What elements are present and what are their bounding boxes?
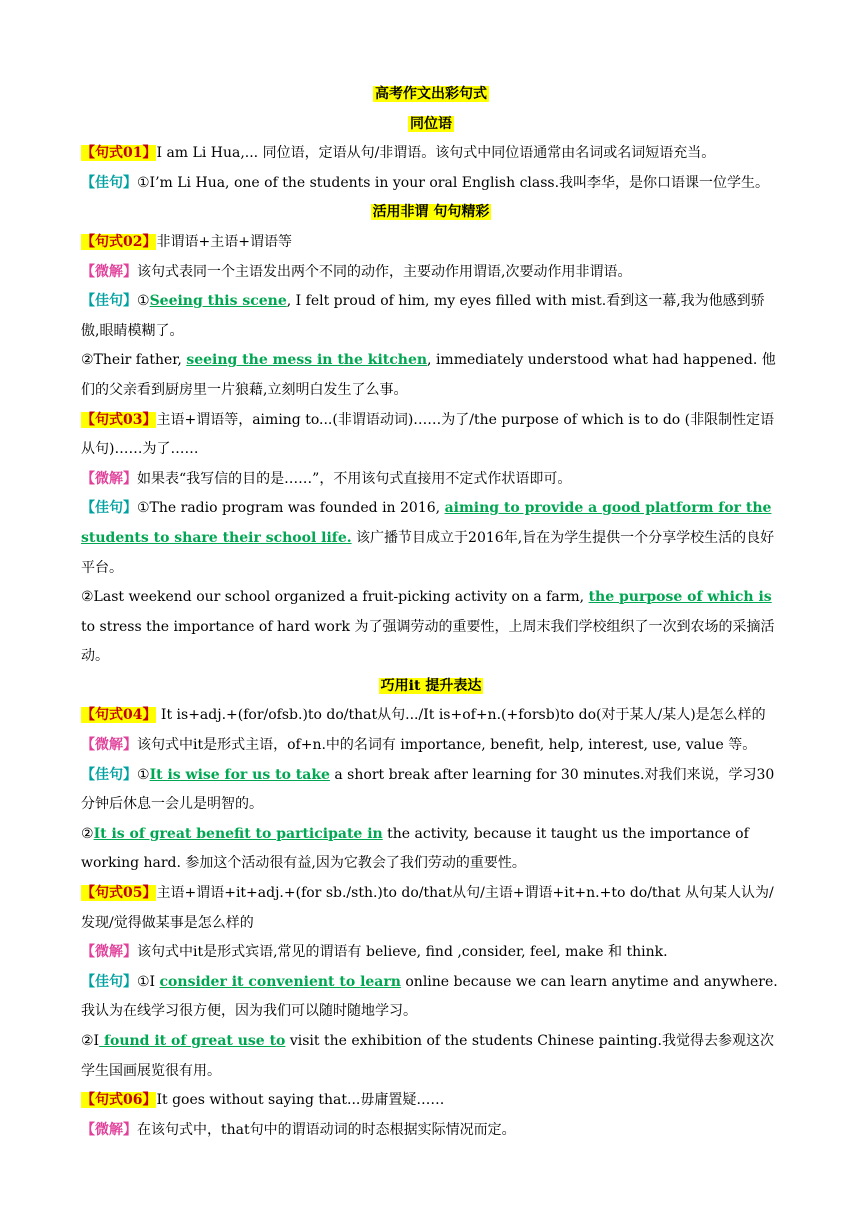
analysis-tag: 【微解】 xyxy=(81,944,137,961)
example-tag: 【佳句】 xyxy=(81,174,137,191)
highlighted-phrase: the purpose of which is xyxy=(588,589,772,606)
example-05-2: ②I found it of great use to visit the exhibition of the students Chinese painting.我觉得去参观这次学生国画展览很有用。 xyxy=(81,1033,774,1079)
document-page xyxy=(81,80,781,1145)
highlighted-phrase: aiming to provide a good platform for the students to share their school life. xyxy=(81,500,772,546)
analysis-tag: 【微解】 xyxy=(81,737,137,754)
pattern-tag: 【句式05】 xyxy=(81,885,157,902)
highlighted-phrase: It is of great benefit to participate in xyxy=(93,825,383,842)
highlighted-phrase: found it of great use to xyxy=(99,1033,286,1049)
pattern-03: 【句式03】主语+谓语等，aiming to...(非谓语动词)……为了/the purpose of which is to do (非限制性定语从句)……为了…… xyxy=(81,411,775,458)
pattern-04: 【句式04】 It is+adj.+(for/ofsb.)to do/that从句.../It is+of+n.(+forsb)to do(对于某人/某人)是怎么样的 xyxy=(81,707,766,724)
example-02-1: 【佳句】①Seeing this scene, I felt proud of him, my eyes filled with mist.看到这一幕,我为他感到骄傲,眼睛模糊了。 xyxy=(81,293,765,339)
example-03-2: ②Last weekend our school organized a fruit-picking activity on a farm, the purpose of which is to stress the importance of hard work 为了强调劳动的重要性，上周末我们学校组织了一次到农场的采摘活动。 xyxy=(81,589,775,665)
analysis-06: 【微解】在该句式中，that句中的谓语动词的时态根据实际情况而定。 xyxy=(81,1121,516,1138)
section-heading-non-finite: 活用非谓 句句精彩 xyxy=(372,204,490,221)
analysis-03: 【微解】如果表“我写信的目的是……”，不用该句式直接用不定式作状语即可。 xyxy=(81,470,572,487)
pattern-06: 【句式06】It goes without saying that...毋庸置疑…… xyxy=(81,1092,445,1109)
pattern-01: 【句式01】I am Li Hua,... 同位语，定语从句/非谓语。该句式中同位语通常由名词或名词短语充当。 xyxy=(81,145,716,162)
section-heading-appositive: 同位语 xyxy=(410,115,452,132)
example-tag: 【佳句】 xyxy=(81,293,137,310)
example-02-2: ②Their father, seeing the mess in the kitchen, immediately understood what had happened. 他们的父亲看到厨房里一片狼藉,立刻明白发生了么事。 xyxy=(81,352,776,398)
section-heading-it: 巧用it 提升表达 xyxy=(380,677,482,694)
analysis-tag: 【微解】 xyxy=(81,263,137,280)
pattern-tag: 【句式06】 xyxy=(81,1092,157,1109)
document-title: 高考作文出彩句式 xyxy=(375,86,487,102)
example-tag: 【佳句】 xyxy=(81,500,137,517)
highlighted-phrase: Seeing this scene xyxy=(149,293,287,310)
pattern-tag: 【句式04】 xyxy=(81,707,157,724)
pattern-tag: 【句式01】 xyxy=(81,145,157,162)
example-01-1: 【佳句】①I’m Li Hua, one of the students in your oral English class.我叫李华，是你口语课一位学生。 xyxy=(81,174,770,191)
analysis-02: 【微解】该句式表同一个主语发出两个不同的动作，主要动作用谓语,次要动作用非谓语。 xyxy=(81,263,632,280)
example-04-1: 【佳句】①It is wise for us to take a short break after learning for 30 minutes.对我们来说，学习30分钟后休息一会儿是明智的。 xyxy=(81,766,775,813)
analysis-tag: 【微解】 xyxy=(81,1121,137,1138)
pattern-05: 【句式05】主语+谓语+it+adj.+(for sb./sth.)to do/that从句/主语+谓语+it+n.+to do/that 从句某人认为/发现/觉得做某事是怎么样的 xyxy=(81,885,774,931)
highlighted-phrase: consider it convenient to learn xyxy=(159,973,401,990)
example-tag: 【佳句】 xyxy=(81,766,137,783)
pattern-02: 【句式02】非谓语+主语+谓语等 xyxy=(81,233,292,250)
analysis-05: 【微解】该句式中it是形式宾语,常见的谓语有 believe, find ,consider, feel, make 和 think. xyxy=(81,944,668,961)
pattern-tag: 【句式03】 xyxy=(81,411,157,428)
analysis-tag: 【微解】 xyxy=(81,470,137,487)
example-05-1: 【佳句】①I consider it convenient to learn online because we can learn anytime and anywhere. 我认为在线学习很方便，因为我们可以随时随地学习。 xyxy=(81,973,778,1020)
example-03-1: 【佳句】①The radio program was founded in 2016, aiming to provide a good platform for the students to share their school life. 该广播节目成立于2016年,旨在为学生提供一个分享学校生活的良好平台。 xyxy=(81,500,775,576)
analysis-04: 【微解】该句式中it是形式主语，of+n.中的名词有 importance, benefit, help, interest, use, value 等。 xyxy=(81,737,757,754)
highlighted-phrase: seeing the mess in the kitchen xyxy=(186,352,428,369)
example-tag: 【佳句】 xyxy=(81,973,137,990)
pattern-tag: 【句式02】 xyxy=(81,233,157,250)
example-04-2: ②It is of great benefit to participate in the activity, because it taught us the importance of working hard. 参加这个活动很有益,因为它教会了我们劳动的重要性。 xyxy=(81,825,749,872)
highlighted-phrase: It is wise for us to take xyxy=(149,766,330,783)
